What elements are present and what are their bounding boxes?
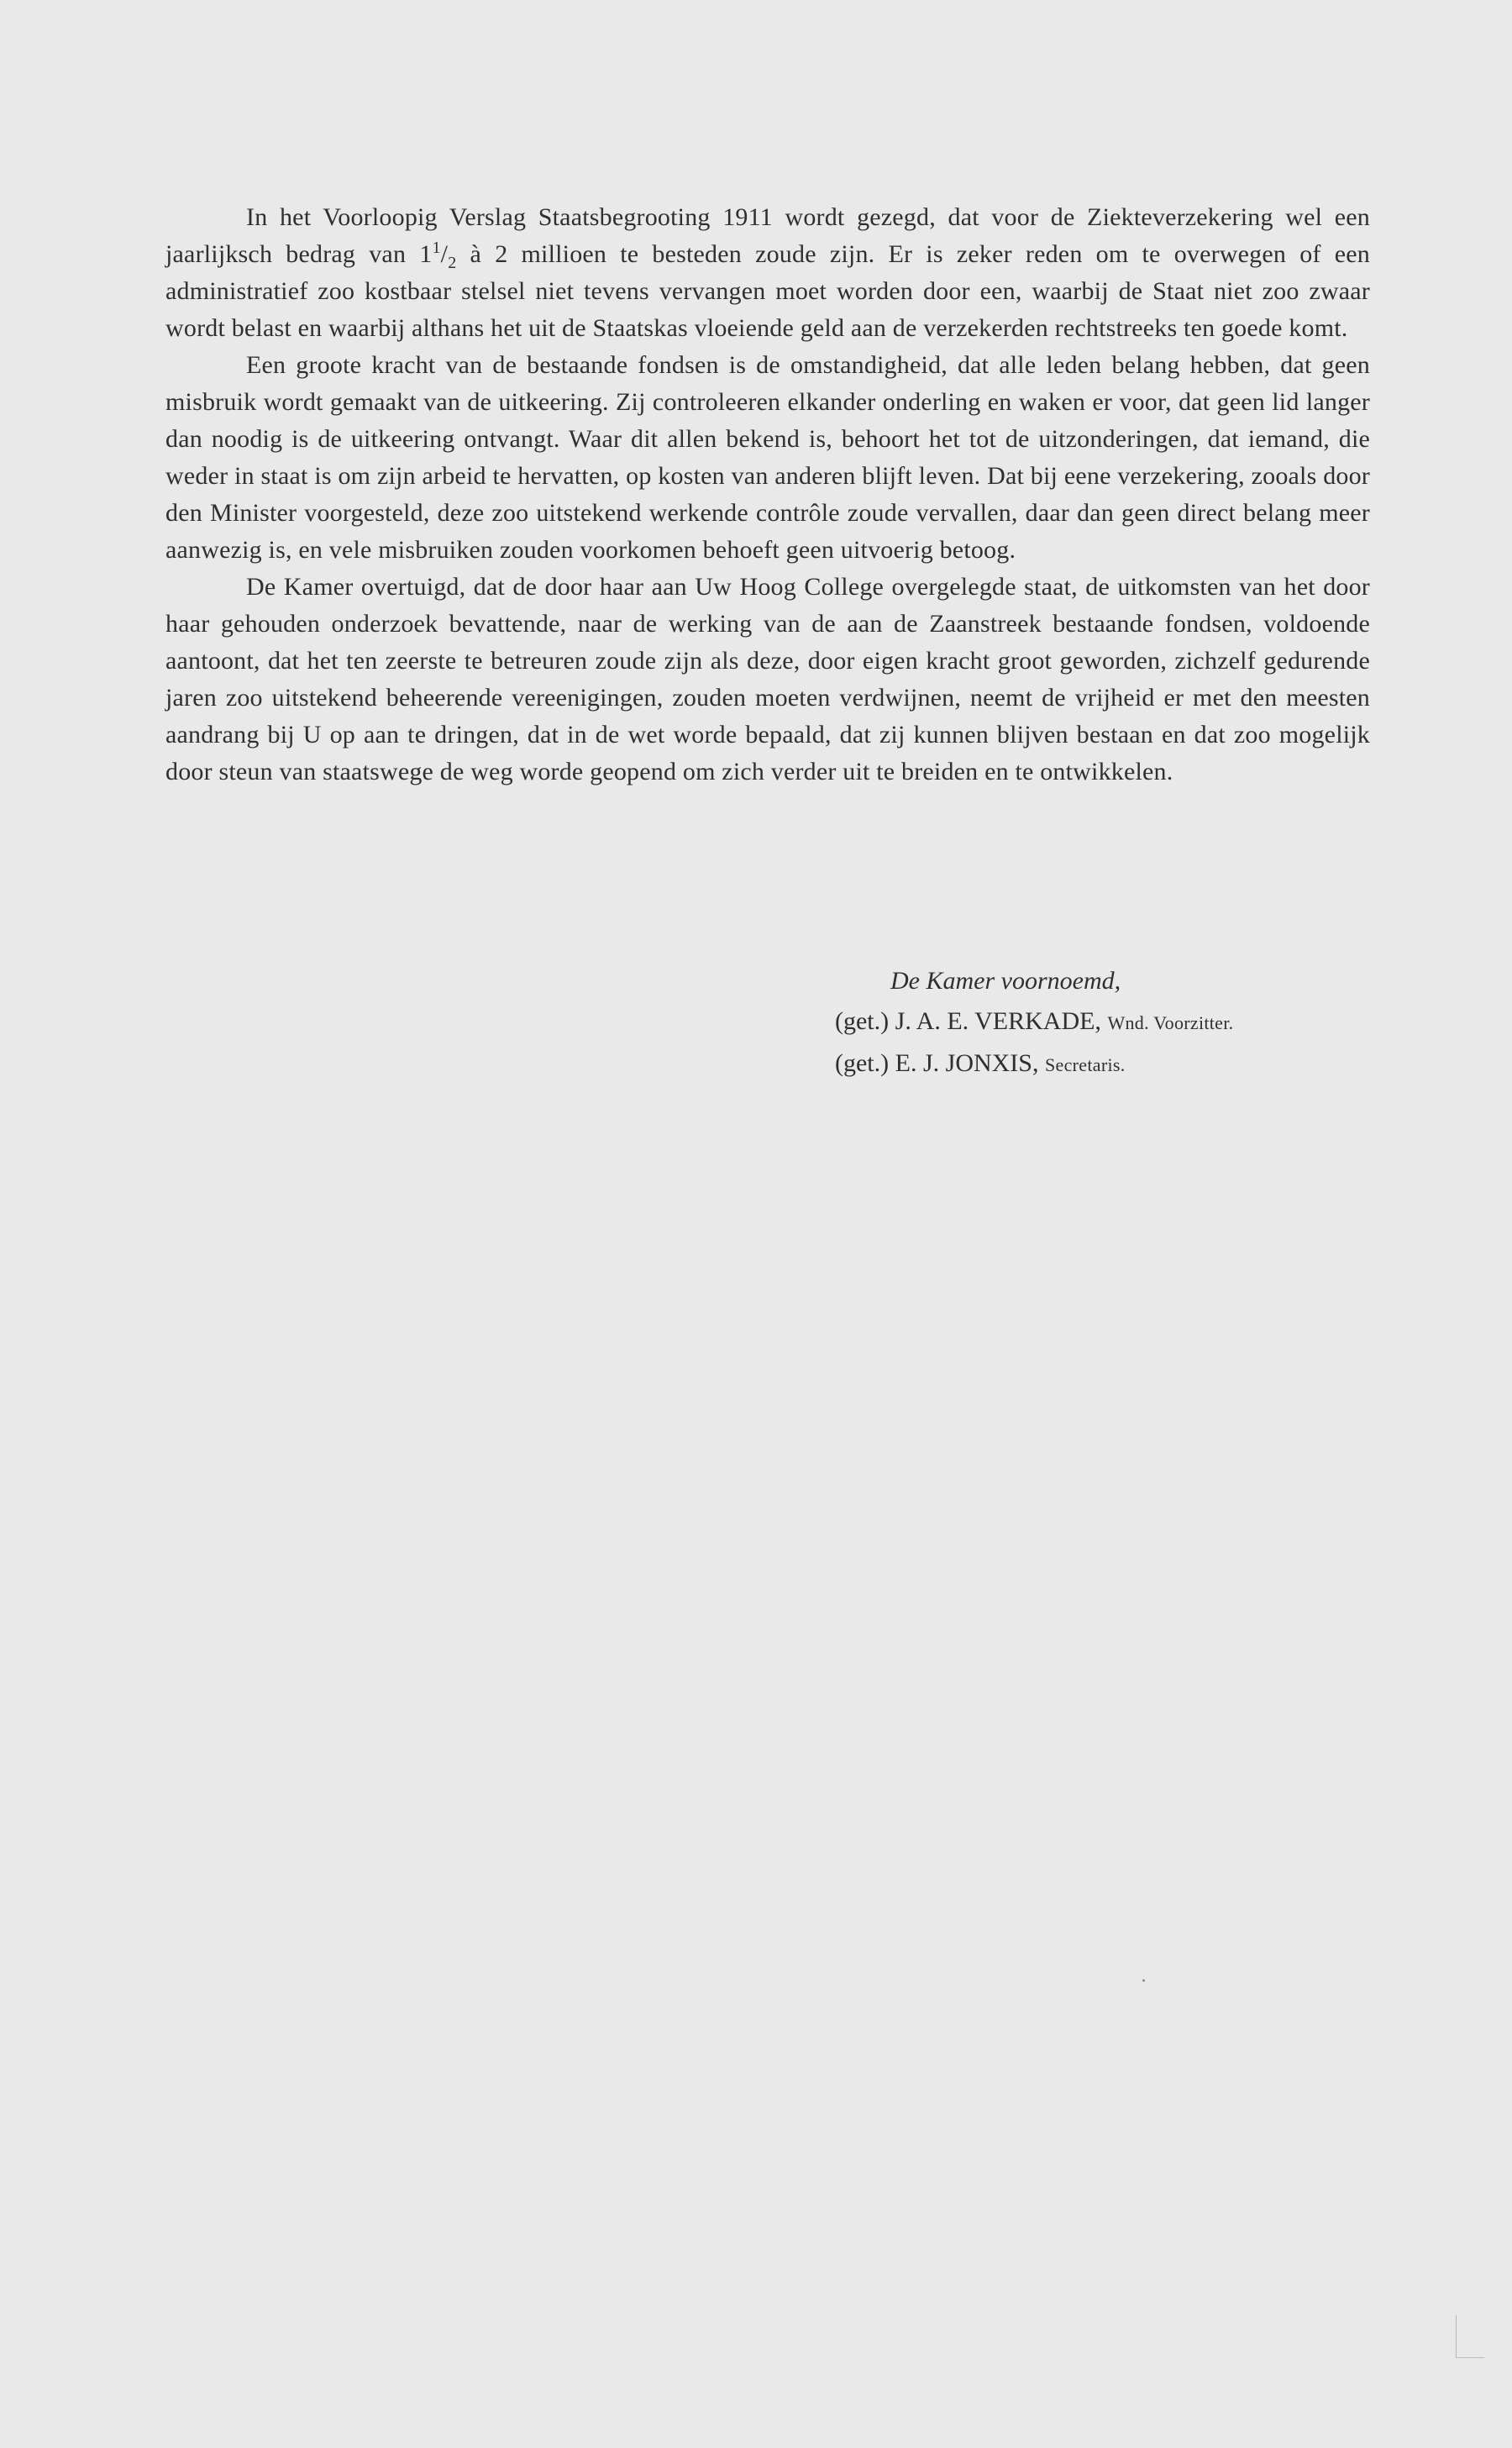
paragraph-2: Een groote kracht van de bestaande fondsen is de omstandigheid, dat alle leden belang hebben, dat geen misbruik wordt gemaakt van de uitkeering. Zij controleeren elkander onderling en waken er voor, dat geen lid langer dan noodig is de uitkeering ontvangt. Waar dit allen bekend is, behoort het tot de uitzonderingen, dat iemand, die weder in staat is om zijn arbeid te hervatten, op kosten van anderen blijft leven. Dat bij eene verzekering, zooals door den Minister voorgesteld, deze zoo uitstekend werkende contrôle zoude vervallen, daar dan geen direct belang meer aanwezig is, en vele misbruiken zouden voorkomen behoeft geen uitvoerig betoog. bbox=[165, 351, 1370, 564]
signatory-2-prefix: (get.) bbox=[835, 1049, 890, 1077]
closing-line: De Kamer voornoemd, bbox=[890, 967, 1121, 995]
signatory-2-role: Secretaris. bbox=[1045, 1054, 1126, 1075]
signatory-2 bbox=[835, 1043, 1373, 1085]
body-text bbox=[165, 199, 1370, 791]
scan-edge-mark bbox=[1456, 2315, 1457, 2357]
signatory-1-name: J. A. E. VERKADE, bbox=[895, 1007, 1101, 1035]
paragraph-1: In het Voorloopig Verslag Staatsbegrooting 1911 wordt gezegd, dat voor de Ziekteverzekering wel een jaarlijksch bedrag van $1^1/_2$ à 2 millioen te besteden zoude zijn. Er is zeker reden om te overwegen of een administratief zoo kostbaar stelsel niet tevens vervangen moet worden door een, waarbij de Staat niet zoo zwaar wordt belast en waarbij althans het uit de Staatskas vloeiende geld aan de verzekerden rechtstreeks ten goede komt. bbox=[165, 203, 1370, 342]
signatory-1-prefix: (get.) bbox=[835, 1007, 890, 1035]
scan-edge-mark-horizontal bbox=[1456, 2357, 1484, 2358]
paragraph-1-end: à 2 millioen te besteden zoude zijn. Er is zeker reden om te overwegen of een administratief zoo kostbaar stelsel niet tevens vervangen moet worden door een, waarbij de Staat niet zoo zwaar wordt belast en waarbij althans het uit de Staatskas vloeiende geld aan de verzekerden rechtstreeks ten goede komt. bbox=[165, 240, 1370, 342]
signature-block bbox=[835, 961, 1373, 1085]
paragraph-1-start: In het Voorloopig Verslag Staatsbegrooting 1911 wordt gezegd, dat voor de Ziekteverzekering wel een jaarlijksch bedrag van 1 bbox=[165, 203, 1370, 268]
fraction-denominator: 2 bbox=[448, 254, 457, 272]
paper-speck bbox=[1142, 1979, 1145, 1982]
signatory-2-name: E. J. JONXIS, bbox=[895, 1049, 1039, 1077]
fraction-numerator: 1 bbox=[432, 239, 441, 257]
signatory-1-role: Wnd. Voorzitter. bbox=[1107, 1012, 1234, 1033]
paragraph-3: De Kamer overtuigd, dat de door haar aan Uw Hoog College overgelegde staat, de uitkomsten van het door haar gehouden onderzoek bevattende, naar de werking van de aan de Zaanstreek bestaande fondsen, voldoende aantoont, dat het ten zeerste te betreuren zoude zijn als deze, door eigen kracht groot geworden, zichzelf gedurende jaren zoo uitstekend beheerende vereenigingen, zouden moeten verdwijnen, neemt de vrijheid er met den meesten aandrang bij U op aan te dringen, dat in de wet worde bepaald, dat zij kunnen blijven bestaan en dat zoo mogelijk door steun van staatswege de weg worde geopend om zich verder uit te breiden en te ontwikkelen. bbox=[165, 573, 1370, 785]
signatory-1 bbox=[835, 1001, 1373, 1043]
